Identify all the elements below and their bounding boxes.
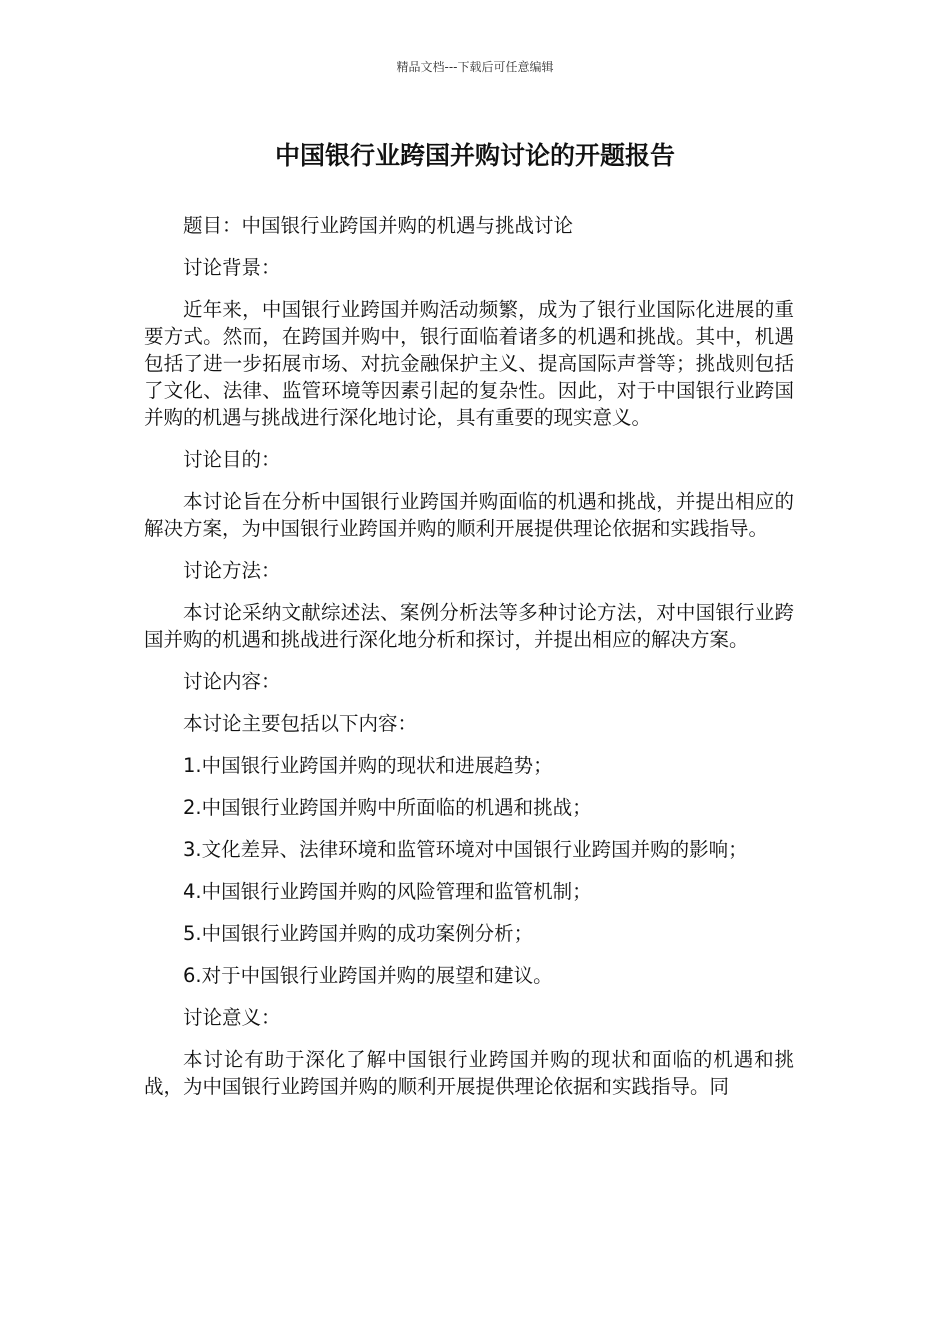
content-list-item: 1.中国银行业跨国并购的现状和进展趋势； <box>183 754 553 777</box>
content-intro: 本讨论主要包括以下内容： <box>183 712 418 735</box>
significance-paragraph: 本讨论有助于深化了解中国银行业跨国并购的现状和面临的机遇和挑战，为中国银行业跨国并购的顺利开展提供理论依据和实践指导。同 <box>144 1048 794 1098</box>
document-title: 中国银行业跨国并购讨论的开题报告 <box>274 141 675 170</box>
content-list-item: 2.中国银行业跨国并购中所面临的机遇和挑战； <box>183 796 592 819</box>
section-heading-purpose: 讨论目的： <box>183 448 281 471</box>
section-heading-method: 讨论方法： <box>183 559 281 582</box>
section-heading-background: 讨论背景： <box>183 256 281 279</box>
section-heading-content: 讨论内容： <box>183 670 281 693</box>
background-paragraph: 近年来，中国银行业跨国并购活动频繁，成为了银行业国际化进展的重要方式。然而，在跨国并购中，银行面临着诸多的机遇和挑战。其中，机遇包括了进一步拓展市场、对抗金融保护主义、提高国际声誉等；挑战则包括了文化、法律、监管环境等因素引起的复杂性。因此，对于中国银行业跨国并购的机遇与挑战进行深化地讨论，具有重要的现实意义。 <box>144 298 794 429</box>
section-heading-significance: 讨论意义： <box>183 1006 281 1029</box>
purpose-paragraph: 本讨论旨在分析中国银行业跨国并购面临的机遇和挑战，并提出相应的解决方案，为中国银行业跨国并购的顺利开展提供理论依据和实践指导。 <box>144 490 794 540</box>
content-list-item: 4.中国银行业跨国并购的风险管理和监管机制； <box>183 880 592 903</box>
document-body <box>144 212 794 1115</box>
header-note: 精品文档---下载后可任意编辑 <box>396 60 554 74</box>
content-list-item: 6.对于中国银行业跨国并购的展望和建议。 <box>183 964 553 987</box>
topic-line: 题目：中国银行业跨国并购的机遇与挑战讨论 <box>183 214 574 237</box>
method-paragraph: 本讨论采纳文献综述法、案例分析法等多种讨论方法，对中国银行业跨国并购的机遇和挑战进行深化地分析和探讨，并提出相应的解决方案。 <box>144 601 794 651</box>
content-list-item: 3.文化差异、法律环境和监管环境对中国银行业跨国并购的影响； <box>183 838 748 861</box>
content-list-item: 5.中国银行业跨国并购的成功案例分析； <box>183 922 534 945</box>
